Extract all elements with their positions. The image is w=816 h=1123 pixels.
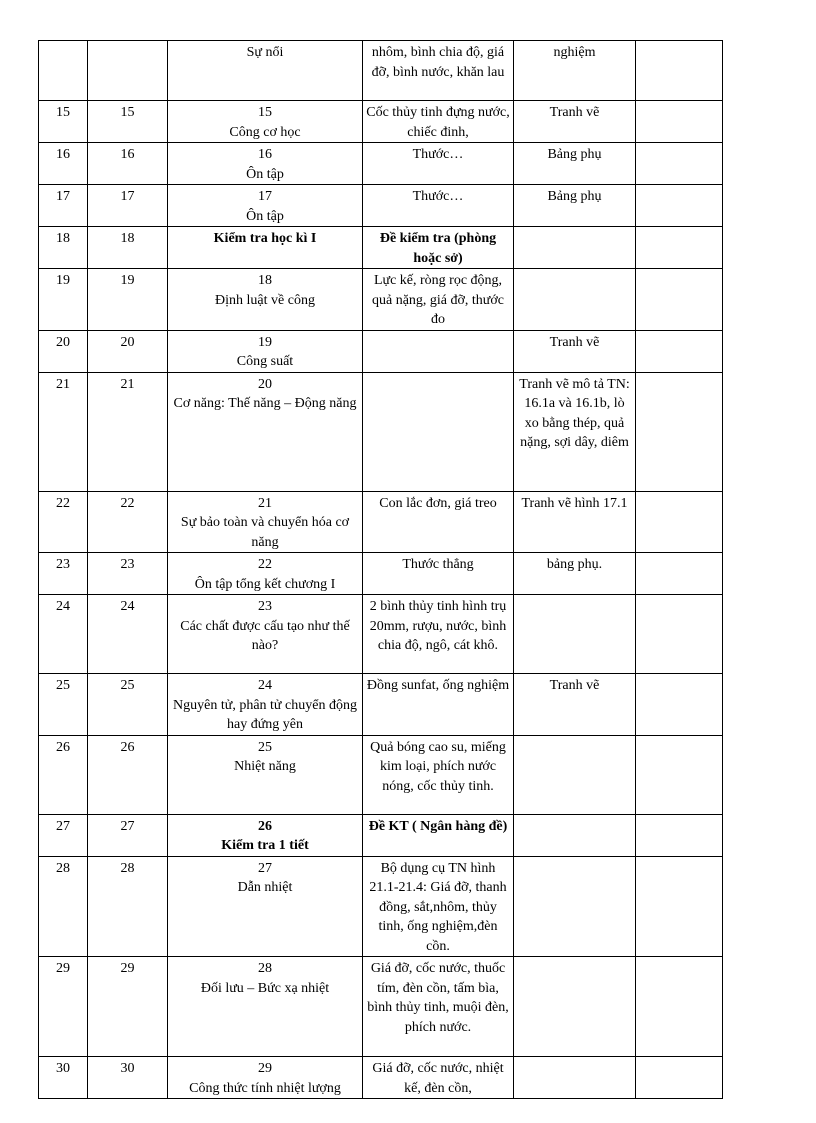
- lesson-cell: [168, 330, 363, 372]
- table-row: [39, 101, 723, 143]
- lesson-number: 29: [258, 1061, 272, 1076]
- teaching-aids-cell: Tranh vẽ mô tả TN: 16.1a và 16.1b, lò xo bằng thép, quả nặng, sợi dây, diêm: [514, 372, 636, 491]
- lesson-title: Cơ năng: Thế năng – Động năng: [173, 396, 357, 411]
- notes-cell: [636, 674, 723, 736]
- week-cell: 26: [39, 735, 88, 814]
- notes-cell: [636, 372, 723, 491]
- week-cell: 29: [39, 957, 88, 1057]
- notes-cell: [636, 735, 723, 814]
- teaching-aids-cell: [514, 814, 636, 856]
- notes-cell: [636, 957, 723, 1057]
- notes-cell: [636, 143, 723, 185]
- notes-cell: [636, 101, 723, 143]
- week-cell: 15: [39, 101, 88, 143]
- lesson-number: 26: [258, 818, 272, 834]
- equipment-cell: Thước…: [363, 185, 514, 227]
- teaching-aids-cell: nghiệm: [514, 41, 636, 101]
- period-cell: 23: [88, 553, 168, 595]
- lesson-cell: [168, 957, 363, 1057]
- lesson-title: Ôn tập tổng kết chương I: [194, 576, 336, 592]
- lesson-number: 16: [258, 147, 272, 162]
- teaching-aids-cell: [514, 595, 636, 674]
- teaching-aids-cell: [514, 227, 636, 269]
- week-cell: 18: [39, 227, 88, 269]
- lesson-number: 24: [258, 678, 272, 693]
- equipment-cell: Cốc thủy tinh đựng nước, chiếc đinh,: [363, 101, 514, 143]
- lesson-title: Nhiệt năng: [234, 759, 296, 774]
- table-row: [39, 957, 723, 1057]
- period-cell: 27: [88, 814, 168, 856]
- notes-cell: [636, 856, 723, 957]
- table-row: [39, 41, 723, 101]
- lesson-number: 23: [258, 599, 272, 614]
- equipment-cell: Quả bóng cao su, miếng kim loại, phích nước nóng, cốc thủy tinh.: [363, 735, 514, 814]
- period-cell: [88, 41, 168, 101]
- equipment-cell: Đồng sunfat, ống nghiệm: [363, 674, 514, 736]
- lesson-title: Nguyên tử, phân tử chuyển động hay đứng yên: [173, 697, 357, 732]
- week-cell: 16: [39, 143, 88, 185]
- lesson-title: Sự bảo toàn và chuyển hóa cơ năng: [180, 515, 350, 550]
- notes-cell: [636, 41, 723, 101]
- lesson-number: 20: [258, 376, 272, 392]
- teaching-aids-cell: [514, 957, 636, 1057]
- lesson-cell: [168, 856, 363, 957]
- equipment-cell: nhôm, bình chia độ, giá đỡ, bình nước, khăn lau: [363, 41, 514, 101]
- equipment-cell: Thước thẳng: [363, 553, 514, 595]
- notes-cell: [636, 185, 723, 227]
- lesson-number: 19: [258, 334, 272, 350]
- week-cell: 28: [39, 856, 88, 957]
- lesson-number: 22: [258, 557, 272, 572]
- teaching-aids-cell: bảng phụ.: [514, 553, 636, 595]
- period-cell: 15: [88, 101, 168, 143]
- lesson-title: Sự nổi: [246, 45, 284, 60]
- teaching-aids-cell: Tranh vẽ: [514, 674, 636, 736]
- notes-cell: [636, 491, 723, 553]
- period-cell: 21: [88, 372, 168, 491]
- lesson-number: 15: [258, 105, 272, 120]
- table-row: [39, 372, 723, 491]
- lesson-cell: [168, 491, 363, 553]
- table-row: [39, 595, 723, 674]
- week-cell: 20: [39, 330, 88, 372]
- table-row: [39, 553, 723, 595]
- lesson-cell: [168, 674, 363, 736]
- table-row: [39, 735, 723, 814]
- notes-cell: [636, 227, 723, 269]
- week-cell: [39, 41, 88, 101]
- table-row: [39, 814, 723, 856]
- lesson-cell: [168, 143, 363, 185]
- table-row: [39, 491, 723, 553]
- period-cell: 22: [88, 491, 168, 553]
- lesson-number: 25: [258, 739, 272, 755]
- week-cell: 17: [39, 185, 88, 227]
- notes-cell: [636, 1057, 723, 1099]
- lesson-cell: [168, 553, 363, 595]
- period-cell: 25: [88, 674, 168, 736]
- lesson-title: Ôn tập: [246, 208, 284, 224]
- teaching-aids-cell: [514, 269, 636, 331]
- lesson-number: 21: [258, 495, 272, 511]
- week-cell: 22: [39, 491, 88, 553]
- period-cell: 18: [88, 227, 168, 269]
- teaching-aids-cell: [514, 1057, 636, 1099]
- lesson-cell: [168, 185, 363, 227]
- table-row: [39, 856, 723, 957]
- period-cell: 20: [88, 330, 168, 372]
- week-cell: 27: [39, 814, 88, 856]
- period-cell: 28: [88, 856, 168, 957]
- equipment-cell: Đề KT ( Ngân hàng đề): [363, 814, 514, 856]
- table-row: [39, 674, 723, 736]
- table-row: [39, 330, 723, 372]
- lesson-number: 17: [258, 189, 272, 204]
- week-cell: 23: [39, 553, 88, 595]
- equipment-cell: Đề kiểm tra (phòng hoặc sở): [363, 227, 514, 269]
- equipment-cell: 2 bình thủy tinh hình trụ 20mm, rượu, nước, bình chia độ, ngô, cát khô.: [363, 595, 514, 674]
- table-row: [39, 269, 723, 331]
- lesson-number: 27: [258, 860, 272, 876]
- lesson-cell: [168, 269, 363, 331]
- lesson-title: Đối lưu – Bức xạ nhiệt: [200, 980, 330, 996]
- lesson-cell: [168, 595, 363, 674]
- lesson-title: Dẫn nhiệt: [237, 880, 293, 895]
- notes-cell: [636, 814, 723, 856]
- week-cell: 19: [39, 269, 88, 331]
- teaching-aids-cell: Tranh vẽ: [514, 330, 636, 372]
- teaching-aids-cell: Tranh vẽ: [514, 101, 636, 143]
- lesson-number: 18: [258, 273, 272, 288]
- equipment-cell: Giá đỡ, cốc nước, nhiệt kế, đèn cồn,: [363, 1057, 514, 1099]
- teaching-aids-cell: Bảng phụ: [514, 185, 636, 227]
- table-row: [39, 1057, 723, 1099]
- week-cell: 30: [39, 1057, 88, 1099]
- lesson-title: Định luật về công: [215, 292, 315, 308]
- period-cell: 16: [88, 143, 168, 185]
- lesson-cell: [168, 1057, 363, 1099]
- teaching-aids-cell: Bảng phụ: [514, 143, 636, 185]
- period-cell: 17: [88, 185, 168, 227]
- week-cell: 25: [39, 674, 88, 736]
- lesson-cell: [168, 735, 363, 814]
- lesson-title: Công cơ học: [229, 124, 301, 140]
- lesson-number: 28: [258, 961, 272, 976]
- teaching-aids-cell: Tranh vẽ hình 17.1: [514, 491, 636, 553]
- lesson-title: Kiểm tra học kì I: [213, 231, 317, 246]
- period-cell: 19: [88, 269, 168, 331]
- table-row: [39, 185, 723, 227]
- equipment-cell: Con lắc đơn, giá treo: [363, 491, 514, 553]
- lesson-cell: [168, 41, 363, 101]
- lesson-cell: [168, 814, 363, 856]
- period-cell: 30: [88, 1057, 168, 1099]
- period-cell: 26: [88, 735, 168, 814]
- teaching-aids-cell: [514, 735, 636, 814]
- period-cell: 29: [88, 957, 168, 1057]
- equipment-cell: Lực kế, ròng rọc động, quả nặng, giá đỡ, thước đo: [363, 269, 514, 331]
- lesson-title: Kiểm tra 1 tiết: [221, 838, 309, 853]
- week-cell: 21: [39, 372, 88, 491]
- table-row: [39, 227, 723, 269]
- table-row: [39, 143, 723, 185]
- week-cell: 24: [39, 595, 88, 674]
- lesson-cell: [168, 101, 363, 143]
- equipment-cell: [363, 372, 514, 491]
- lesson-plan-table: [38, 40, 723, 1099]
- lesson-title: Ôn tập: [246, 166, 284, 182]
- lesson-title: Các chất được cấu tạo như thế nào?: [180, 618, 350, 653]
- period-cell: 24: [88, 595, 168, 674]
- lesson-cell: [168, 372, 363, 491]
- lesson-cell: [168, 227, 363, 269]
- notes-cell: [636, 330, 723, 372]
- equipment-cell: Thước…: [363, 143, 514, 185]
- lesson-title: Công suất: [236, 354, 294, 369]
- equipment-cell: Bộ dụng cụ TN hình 21.1-21.4: Giá đỡ, thanh đồng, sắt,nhôm, thủy tinh, ống nghiệm,đèn cồn.: [363, 856, 514, 957]
- notes-cell: [636, 553, 723, 595]
- equipment-cell: [363, 330, 514, 372]
- teaching-aids-cell: [514, 856, 636, 957]
- notes-cell: [636, 269, 723, 331]
- equipment-cell: Giá đỡ, cốc nước, thuốc tím, đèn cồn, tấm bìa, bình thủy tinh, muội đèn, phích nước.: [363, 957, 514, 1057]
- lesson-title: Công thức tính nhiệt lượng: [189, 1080, 341, 1096]
- notes-cell: [636, 595, 723, 674]
